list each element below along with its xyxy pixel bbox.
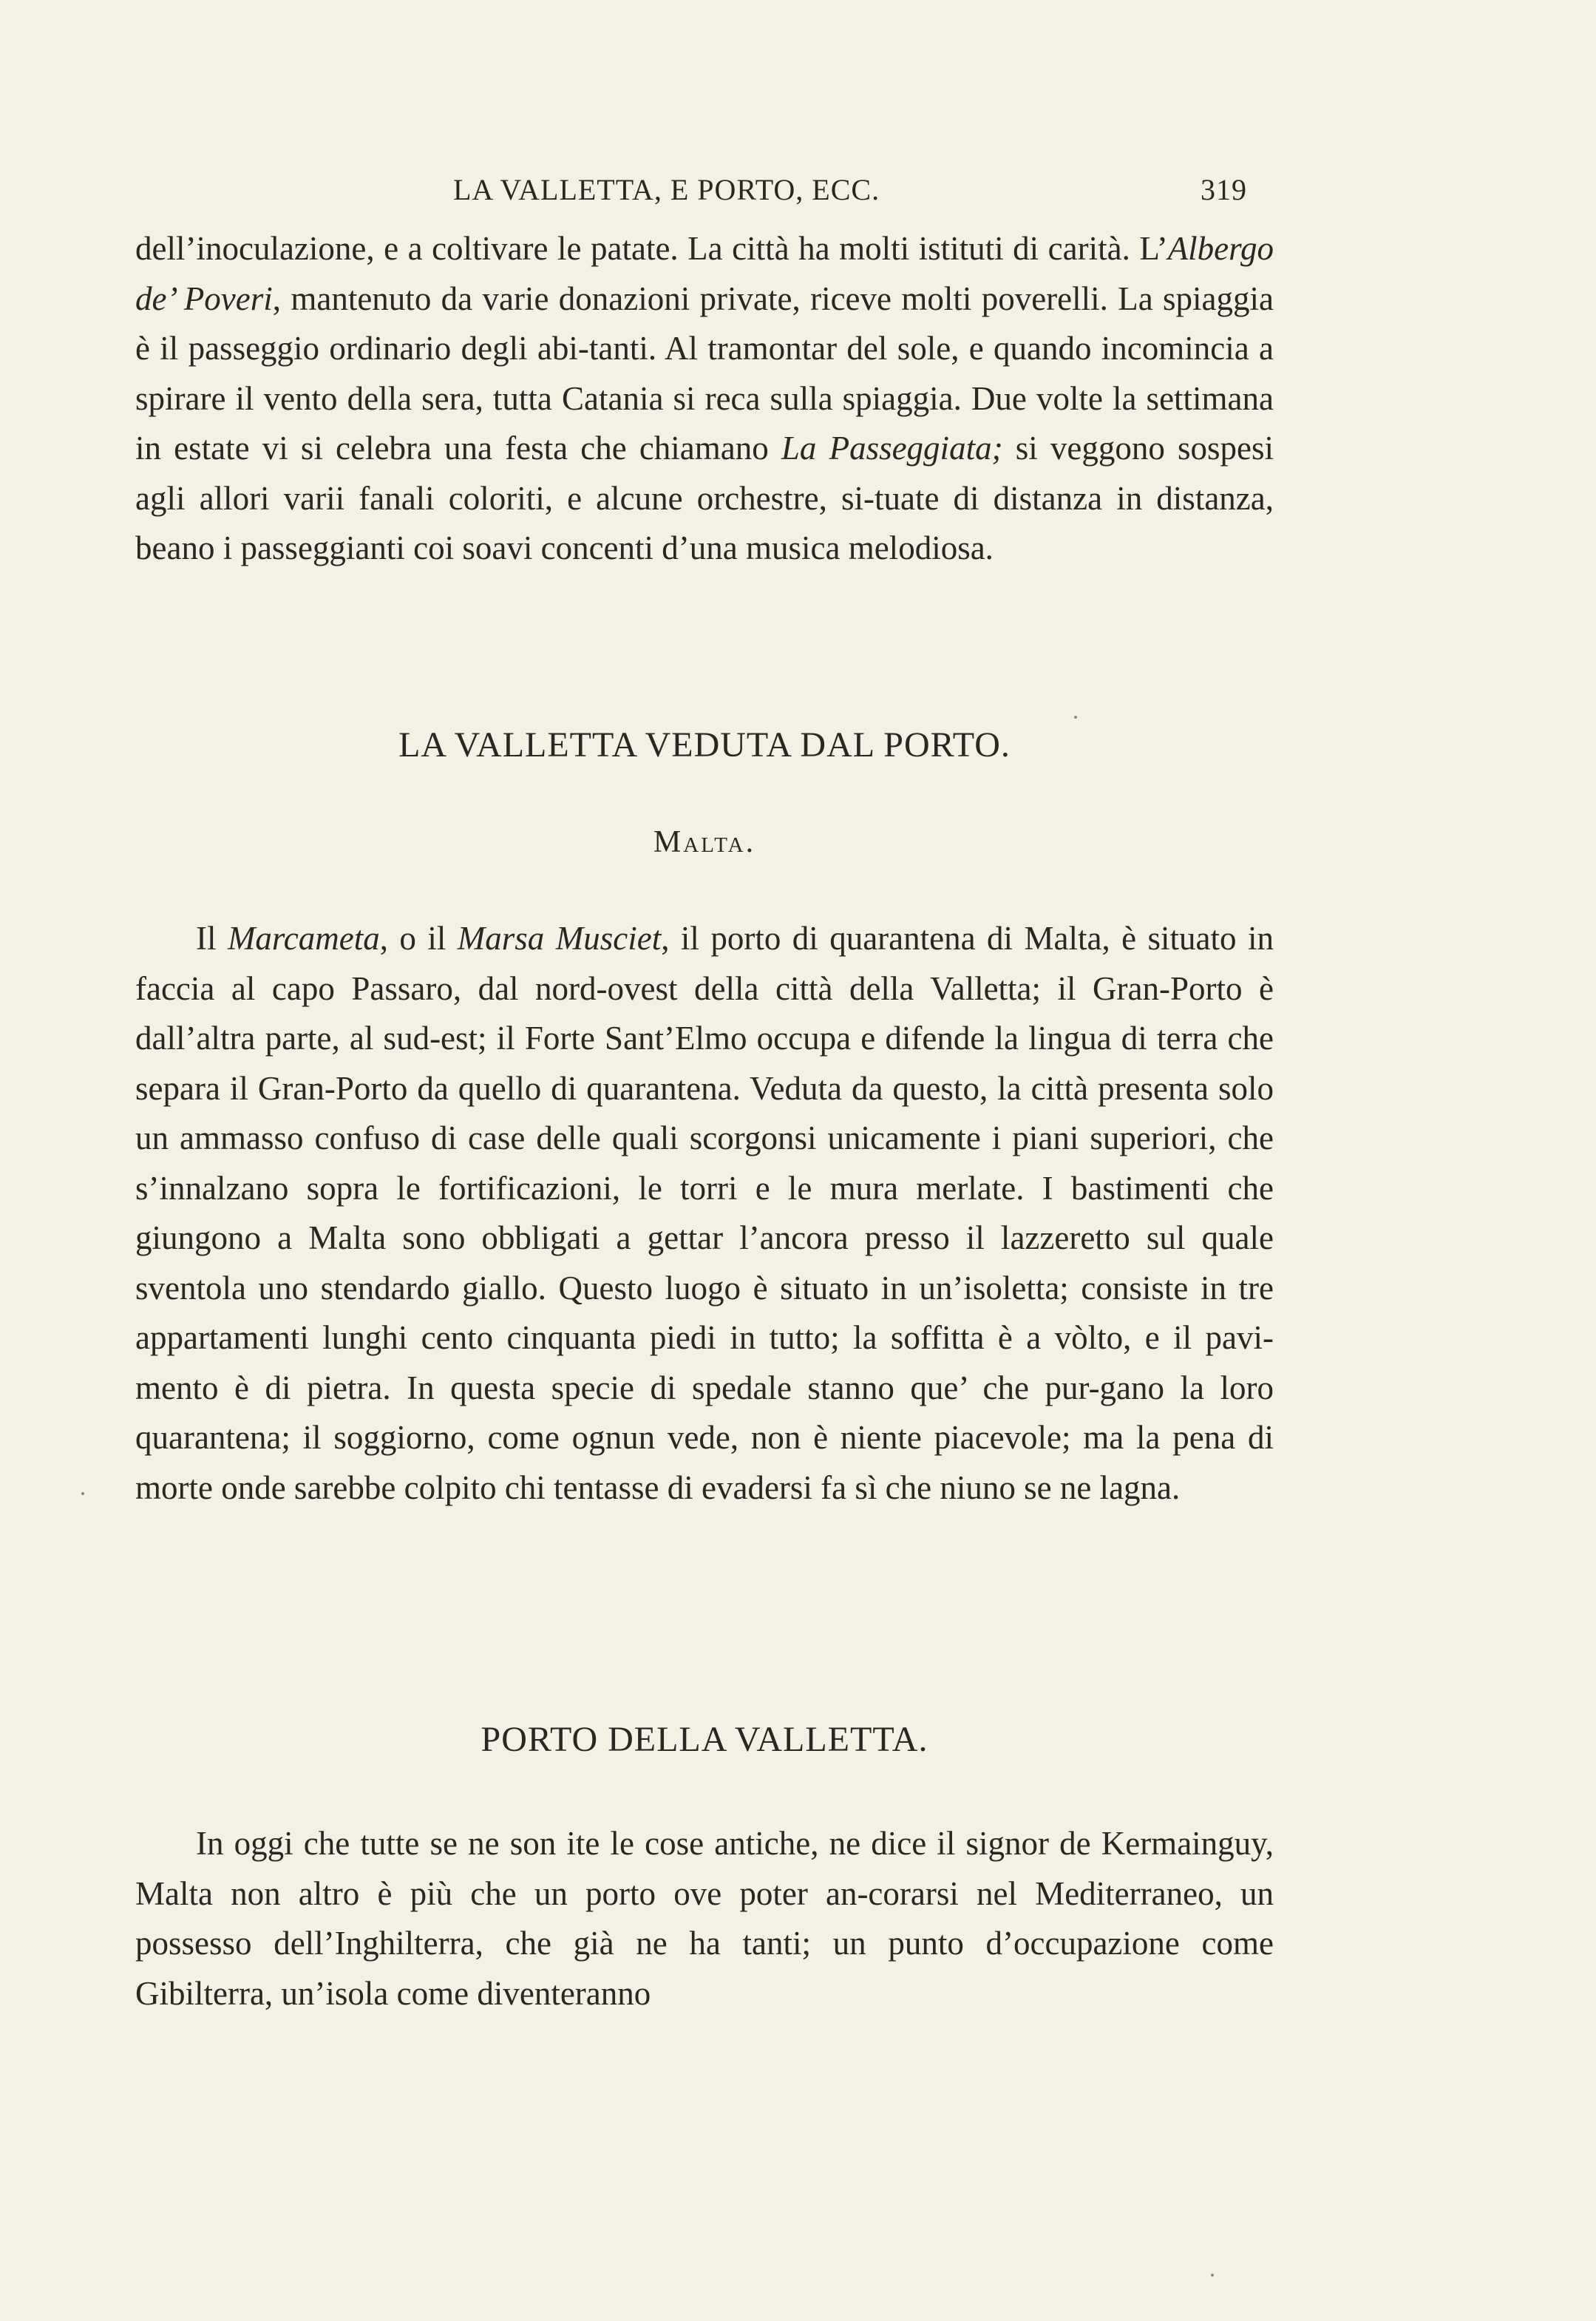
running-title: LA VALLETTA, E PORTO, ECC. bbox=[453, 173, 880, 206]
paper-speck bbox=[1211, 2274, 1214, 2277]
italic-term: Marcameta bbox=[227, 920, 380, 957]
paragraph-catania bbox=[135, 224, 1274, 574]
paragraph-text: , o il bbox=[379, 920, 458, 957]
paragraph-text: , il porto di quarantena di Malta, è situato in faccia al capo Passaro, dal nord-ovest della città della Valletta; il Gran-Porto è dall’altra parte, al sud-est; il Forte Sant’Elmo occupa e difende la lingua di terra che separa il Gran-Porto da quello di quarantena. Veduta da questo, la città presenta solo un ammasso confuso di case delle quali scorgonsi unicamente i piani superiori, che s’innalzano sopra le fortificazioni, le torri e le mura merlate. I bastimenti che giungono a Malta sono obbligati a gettar l’ancora presso il lazzeretto sul quale sventola uno stendardo giallo. Questo luogo è situato in un’isoletta; consiste in tre appartamenti lunghi cento cinquanta piedi in tutto; la soffitta è a vòlto, e il pavi-mento è di pietra. In questa specie di spedale stanno que’ che pur-gano la loro quarantena; il soggiorno, come ognun vede, non è niente piacevole; ma la pena di morte onde sarebbe colpito chi tentasse di evadersi fa sì che niuno se ne lagna. bbox=[135, 920, 1274, 1506]
italic-term: La Passeggiata; bbox=[781, 430, 1003, 467]
paragraph-porto: In oggi che tutte se ne son ite le cose antiche, ne dice il signor de Kermainguy, Malta non altro è più che un porto ove poter an-corarsi nel Mediterraneo, un possesso dell’Inghilterra, che già ne ha tanti; un punto d’occupazione come Gibilterra, un’isola come diventeranno bbox=[135, 1825, 1274, 2012]
italic-term: Albergo de’ Poveri bbox=[135, 230, 1274, 317]
paragraph-text: Il bbox=[196, 920, 228, 957]
paper-speck bbox=[1074, 716, 1077, 719]
section-heading-porto-valletta: PORTO DELLA VALLETTA. bbox=[481, 1720, 928, 1759]
paragraph-text: , mantenuto da varie donazioni private, riceve molti poverelli. La spiaggia è il passeggio ordinario degli abi-tanti. Al tramontar del sole, e quando incomincia a spirare il vento della sera, tutta Catania si reca sulla spiaggia. Due volte la settimana in estate vi si celebra una festa che chiamano bbox=[135, 279, 1274, 467]
paragraph-text: dell’inoculazione, e a coltivare le patate. La città ha molti istituti di carità. L’ bbox=[135, 230, 1168, 267]
paragraph-text: si veggono sospesi agli allori varii fanali coloriti, e alcune orchestre, si-tuate di distanza in distanza, beano i passeggianti coi soavi concenti d’una musica melodiosa. bbox=[135, 430, 1274, 566]
section-subheading-malta: Malta. bbox=[653, 825, 756, 859]
paper-speck bbox=[81, 1492, 84, 1495]
section-heading-valletta-veduta: LA VALLETTA VEDUTA DAL PORTO. bbox=[398, 725, 1011, 765]
paragraph-malta bbox=[135, 914, 1274, 1513]
italic-term: Marsa Musciet bbox=[457, 920, 662, 957]
page-number: 319 bbox=[1201, 173, 1247, 206]
